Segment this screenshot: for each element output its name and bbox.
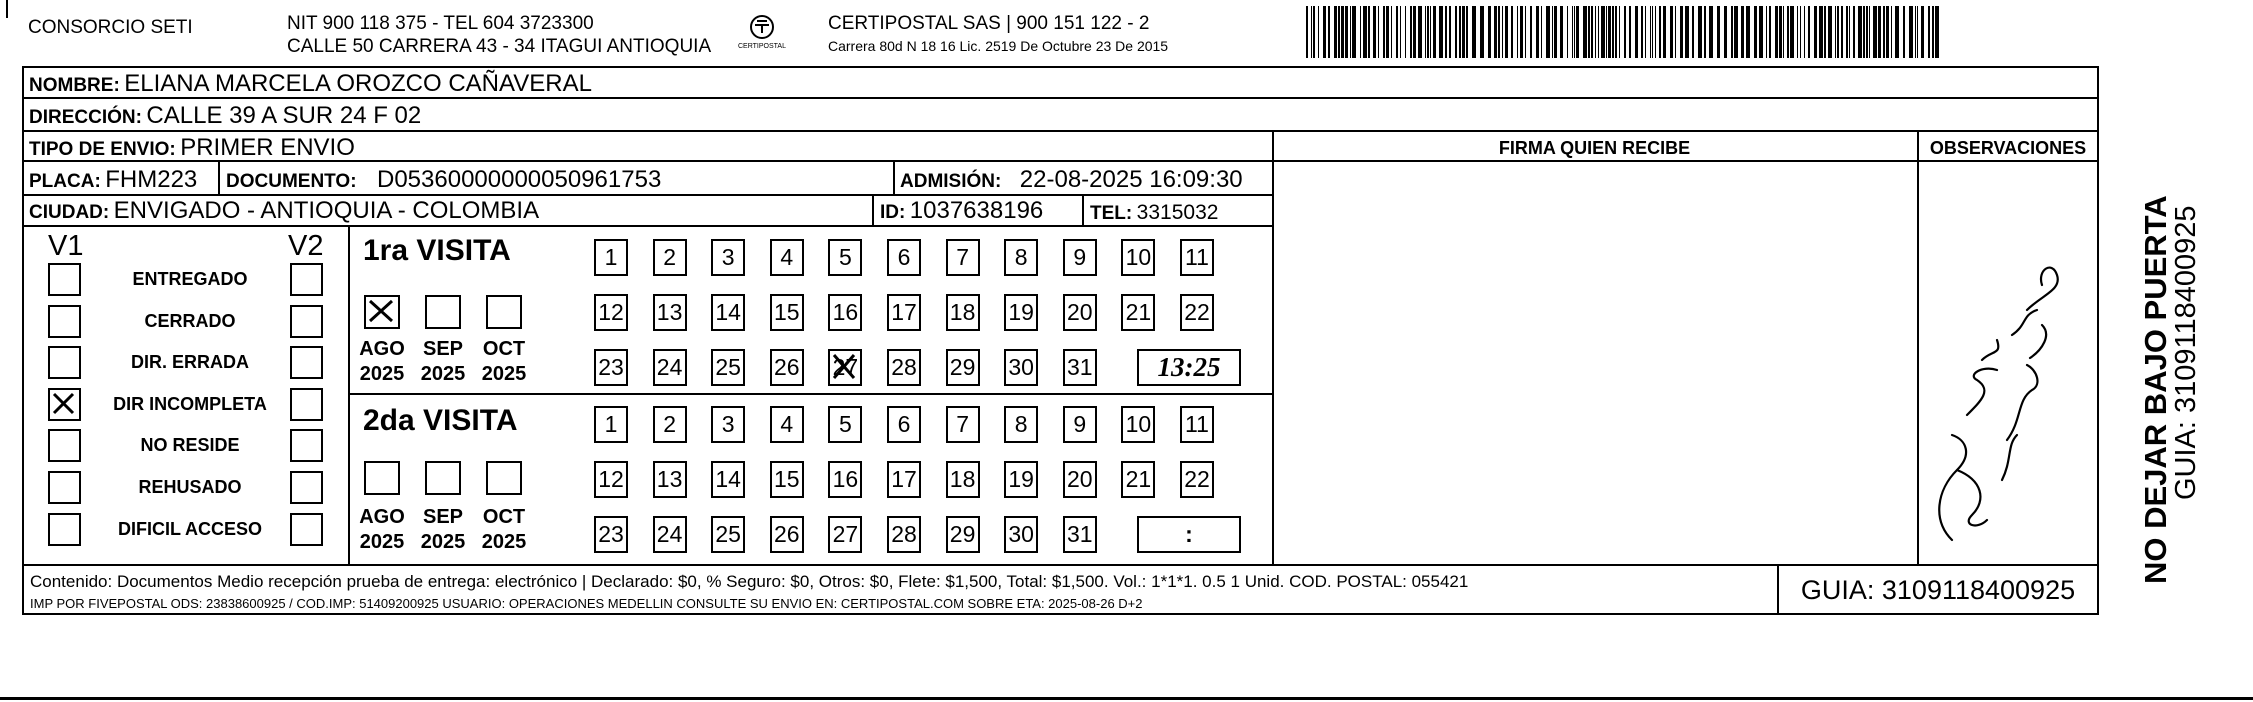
barcode-bar (1601, 6, 1605, 58)
barcode-bar (1858, 6, 1862, 58)
barcode-bar (1410, 6, 1412, 58)
day-box[interactable]: 31 (1063, 349, 1097, 386)
barcode-bar (1731, 6, 1733, 58)
v1-checkbox[interactable] (48, 346, 81, 379)
barcode-bar (1754, 6, 1757, 58)
day-box[interactable]: 18 (946, 461, 980, 498)
id-value: 1037638196 (909, 197, 1044, 224)
barcode-bar (1828, 6, 1832, 58)
day-box[interactable]: 15 (770, 461, 804, 498)
barcode-bar (1663, 6, 1666, 58)
visit1-time[interactable]: 13:25 (1137, 349, 1241, 386)
barcode-bar (1670, 6, 1673, 58)
v1-checkbox[interactable] (48, 429, 81, 462)
month-label (352, 337, 412, 387)
document-value: D05360000000050961753 (377, 166, 662, 193)
barcode-bar (1433, 6, 1436, 58)
barcode-bar (1405, 6, 1406, 58)
barcode-bar (1306, 6, 1308, 58)
day-box[interactable]: 30 (1004, 516, 1038, 553)
day-box[interactable]: 13 (653, 461, 687, 498)
day-box[interactable]: 26 (770, 349, 804, 386)
barcode-bar (1787, 6, 1789, 58)
barcode-bar (1619, 6, 1620, 58)
day-box[interactable]: 3 (711, 239, 745, 276)
day-box[interactable]: 14 (711, 461, 745, 498)
barcode-bar (1804, 6, 1805, 58)
barcode-bar (1466, 6, 1468, 58)
barcode-bar (1853, 6, 1855, 58)
month-name: SEP (422, 338, 464, 360)
barcode-bar (1917, 6, 1918, 58)
barcode-bar (1505, 6, 1508, 58)
barcode-bar (1841, 6, 1843, 58)
shipment-type: PRIMER ENVIO (180, 134, 355, 161)
v1-label: V1 (48, 230, 84, 262)
barcode-bar (1652, 6, 1653, 58)
day-box[interactable]: 20 (1063, 461, 1097, 498)
barcode-bar (1425, 6, 1426, 58)
barcode-bar (1641, 6, 1643, 58)
v1-checkbox[interactable] (48, 263, 81, 296)
day-box[interactable]: 8 (1004, 406, 1038, 443)
day-box[interactable]: 10 (1121, 406, 1155, 443)
day-box[interactable]: 29 (946, 349, 980, 386)
day-box[interactable]: 11 (1180, 239, 1214, 276)
barcode-bar (1734, 6, 1738, 58)
v2-checkbox[interactable] (290, 471, 323, 504)
nit-line: NIT 900 118 375 - TEL 604 3723300 (287, 13, 594, 34)
imp-line: IMP POR FIVEPOSTAL ODS: 23838600925 / COD.IMP: 51409200925 USUARIO: OPERACIONES MEDELLIN CONSULTE SU ENVIO EN: CERTIPOSTAL.COM SOBRE ETA: 2025-08-26 D+2 (30, 596, 1143, 611)
day-box[interactable]: 19 (1004, 294, 1038, 331)
month-name: OCT (482, 506, 526, 528)
barcode-bar (1624, 6, 1626, 58)
status-label: DIR. ERRADA (130, 352, 249, 373)
day-box[interactable]: 6 (887, 406, 921, 443)
barcode-bar (1615, 6, 1617, 58)
barcode-bar (1455, 6, 1457, 58)
month-label (352, 505, 412, 555)
day-box[interactable]: 24 (653, 349, 687, 386)
document-field: DOCUMENTO: D05360000000050961753 (226, 166, 662, 193)
city-value: ENVIGADO - ANTIOQUIA - COLOMBIA (113, 197, 540, 224)
day-box[interactable]: 16 (828, 294, 862, 331)
barcode-bar (1612, 6, 1614, 58)
day-box[interactable]: 3 (711, 406, 745, 443)
signature-header: FIRMA QUIEN RECIBE (1498, 138, 1691, 158)
barcode-bar (1790, 6, 1794, 58)
barcode-bar (1536, 6, 1539, 58)
day-box[interactable]: 25 (711, 516, 745, 553)
day-box[interactable]: 4 (770, 406, 804, 443)
barcode-bar (1396, 6, 1398, 58)
barcode-bar (1373, 6, 1376, 58)
barcode-bar (1472, 6, 1476, 58)
status-label: NO RESIDE (140, 435, 240, 456)
barcode-bar (1909, 6, 1913, 58)
day-box[interactable]: 20 (1063, 294, 1097, 331)
status-label: REHUSADO (138, 477, 242, 497)
barcode-bar (1595, 6, 1596, 58)
barcode-bar (1530, 6, 1532, 58)
day-box[interactable]: 31 (1063, 516, 1097, 553)
day-box[interactable]: 12 (594, 294, 628, 331)
barcode-bar (1717, 6, 1720, 58)
status-label: CERRADO (144, 310, 236, 331)
month-year: 2025 (481, 531, 527, 553)
barcode-bar (1576, 6, 1579, 58)
month-year: 2025 (359, 531, 405, 553)
barcode-bar (1741, 6, 1744, 58)
barcode-bar (1935, 6, 1939, 58)
barcode-bar (1588, 6, 1590, 58)
barcode-bar (1849, 6, 1850, 58)
month-checkbox[interactable] (364, 295, 400, 329)
day-box[interactable]: 21 (1121, 461, 1155, 498)
day-box[interactable]: 13 (653, 294, 687, 331)
barcode-bar (1779, 6, 1782, 58)
barcode-bar (1814, 6, 1817, 58)
barcode-bar (1318, 6, 1319, 58)
recipient-address: CALLE 39 A SUR 24 F 02 (146, 102, 422, 129)
barcode-bar (1766, 6, 1767, 58)
status-label: DIR INCOMPLETA (113, 393, 267, 414)
month-checkbox[interactable] (486, 295, 522, 329)
v2-label: V2 (288, 230, 324, 262)
barcode-bar (1511, 6, 1513, 58)
barcode-bar (1866, 6, 1868, 58)
month-name: SEP (422, 506, 464, 528)
barcode-bar (1541, 6, 1542, 58)
barcode-bar (1903, 6, 1905, 58)
day-box[interactable]: 28 (887, 349, 921, 386)
day-box[interactable]: 11 (1180, 406, 1214, 443)
day-box[interactable]: 16 (828, 461, 862, 498)
barcode-bar (1400, 6, 1401, 58)
day-box[interactable]: 10 (1121, 239, 1155, 276)
barcode-bar (1494, 6, 1497, 58)
company-address: CALLE 50 CARRERA 43 - 34 ITAGUI ANTIOQUIA (287, 36, 712, 57)
barcode-bar (1427, 6, 1429, 58)
barcode (1306, 6, 1946, 58)
barcode-bar (1352, 6, 1356, 58)
day-box[interactable]: 7 (946, 406, 980, 443)
barcode-bar (1413, 6, 1416, 58)
day-box[interactable]: 27 (828, 516, 862, 553)
barcode-bar (1635, 6, 1638, 58)
barcode-bar (1574, 6, 1575, 58)
v1-checkbox[interactable] (48, 471, 81, 504)
barcode-bar (1383, 6, 1385, 58)
barcode-bar (1675, 6, 1676, 58)
barcode-bar (1645, 6, 1646, 58)
day-box[interactable]: 21 (1121, 294, 1155, 331)
admission-field: ADMISIÓN: 22-08-2025 16:09:30 (900, 166, 1243, 193)
day-box[interactable]: 22 (1180, 461, 1214, 498)
barcode-bar (1341, 6, 1344, 58)
barcode-bar (1895, 6, 1899, 58)
barcode-bar (1323, 6, 1326, 58)
visit2-title: 2da VISITA (363, 404, 518, 437)
day-box[interactable]: 5 (828, 406, 862, 443)
day-box[interactable]: 23 (594, 349, 628, 386)
barcode-bar (1692, 6, 1694, 58)
v1-checkbox[interactable] (48, 513, 81, 546)
barcode-bar (1572, 6, 1573, 58)
barcode-bar (1363, 6, 1367, 58)
day-box[interactable]: 7 (946, 239, 980, 276)
checked-day-label: 27 (832, 354, 859, 380)
barcode-bar (1338, 6, 1340, 58)
barcode-bar (1921, 6, 1924, 58)
barcode-bar (1498, 6, 1500, 58)
barcode-bar (1328, 6, 1330, 58)
barcode-bar (1819, 6, 1823, 58)
barcode-bar (1350, 6, 1351, 58)
check-mark-icon (830, 351, 860, 384)
visit1-title: 1ra VISITA (363, 234, 511, 267)
month-year: 2025 (359, 363, 405, 385)
day-box[interactable]: 9 (1063, 406, 1097, 443)
barcode-bar (1835, 6, 1836, 58)
barcode-bar (1525, 6, 1526, 58)
observations-header: OBSERVACIONES (1929, 138, 2087, 158)
barcode-bar (1606, 6, 1607, 58)
barcode-bar (1345, 6, 1348, 58)
city-field: CIUDAD: ENVIGADO - ANTIOQUIA - COLOMBIA (29, 197, 540, 224)
day-box[interactable]: 1 (594, 406, 628, 443)
month-label (413, 337, 473, 387)
barcode-bar (1680, 6, 1683, 58)
barcode-bar (1873, 6, 1877, 58)
day-box[interactable]: 12 (594, 461, 628, 498)
barcode-bar (1488, 6, 1491, 58)
month-checkbox[interactable] (364, 461, 400, 495)
barcode-bar (1932, 6, 1934, 58)
barcode-bar (1546, 6, 1550, 58)
barcode-bar (1552, 6, 1553, 58)
day-box[interactable]: 14 (711, 294, 745, 331)
barcode-bar (1746, 6, 1750, 58)
side-warning: NO DEJAR BAJO PUERTA (2138, 195, 2173, 584)
barcode-bar (1430, 6, 1431, 58)
barcode-bar (1445, 6, 1447, 58)
day-box[interactable]: 2 (653, 239, 687, 276)
month-label (474, 505, 534, 555)
day-box[interactable]: 18 (946, 294, 980, 331)
day-box[interactable]: 17 (887, 294, 921, 331)
barcode-bar (1418, 6, 1422, 58)
barcode-bar (1567, 6, 1568, 58)
v2-checkbox[interactable] (290, 388, 323, 421)
barcode-bar (1391, 6, 1392, 58)
content-line: Contenido: Documentos Medio recepción prueba de entrega: electrónico | Declarado: $0, % Seguro: $0, Otros: $0, Flete: $1,500, Total: $1,500. Vol.: 1*1*1. 0.5 1 Unid. COD. POSTAL: 055421 (30, 572, 1469, 591)
check-mark-icon (50, 390, 79, 419)
status-label: ENTREGADO (132, 269, 248, 289)
month-checkbox[interactable] (425, 295, 461, 329)
v2-checkbox[interactable] (290, 346, 323, 379)
admission-value: 22-08-2025 16:09:30 (1019, 166, 1243, 193)
barcode-bar (1449, 6, 1451, 58)
day-box[interactable]: 22 (1180, 294, 1214, 331)
barcode-bar (1659, 6, 1661, 58)
barcode-bar (1704, 6, 1706, 58)
barcode-bar (1583, 6, 1587, 58)
month-label (413, 505, 473, 555)
day-box[interactable]: 8 (1004, 239, 1038, 276)
name-field: NOMBRE: ELIANA MARCELA OROZCO CAÑAVERAL (29, 70, 592, 97)
barcode-bar (1800, 6, 1801, 58)
day-box[interactable]: 30 (1004, 349, 1038, 386)
month-checkbox[interactable] (425, 461, 461, 495)
day-box[interactable]: 6 (887, 239, 921, 276)
barcode-bar (1891, 6, 1892, 58)
plate-value: FHM223 (105, 166, 198, 193)
barcode-bar (1759, 6, 1763, 58)
barcode-bar (1775, 6, 1778, 58)
barcode-bar (1915, 6, 1916, 58)
tel-field: TEL: 3315032 (1090, 201, 1219, 224)
barcode-bar (1724, 6, 1727, 58)
month-name: AGO (359, 338, 405, 360)
barcode-bar (1608, 6, 1611, 58)
plate-field: PLACA: FHM223 (29, 166, 198, 193)
day-box[interactable]: 25 (711, 349, 745, 386)
month-name: OCT (482, 338, 526, 360)
barcode-bar (1459, 6, 1461, 58)
recipient-name: ELIANA MARCELA OROZCO CAÑAVERAL (124, 70, 592, 97)
barcode-bar (1824, 6, 1826, 58)
barcode-bar (1869, 6, 1870, 58)
check-mark-icon (366, 297, 398, 327)
day-box[interactable]: 19 (1004, 461, 1038, 498)
barcode-bar (1797, 6, 1798, 58)
license-line: Carrera 80d N 18 16 Lic. 2519 De Octubre 23 De 2015 (828, 38, 1169, 54)
day-box[interactable]: 1 (594, 239, 628, 276)
day-box[interactable]: 5 (828, 239, 862, 276)
barcode-bar (1783, 6, 1784, 58)
day-box[interactable]: 4 (770, 239, 804, 276)
barcode-bar (1878, 6, 1881, 58)
barcode-bar (1883, 6, 1885, 58)
month-label (474, 337, 534, 387)
month-year: 2025 (481, 363, 527, 385)
barcode-bar (1886, 6, 1889, 58)
barcode-bar (1808, 6, 1810, 58)
carrier-line: CERTIPOSTAL SAS | 900 151 122 - 2 (828, 13, 1150, 34)
day-box[interactable]: 26 (770, 516, 804, 553)
barcode-bar (1520, 6, 1523, 58)
barcode-bar (1846, 6, 1848, 58)
handwritten-signature (1912, 240, 2092, 560)
id-field: ID: 1037638196 (880, 197, 1044, 224)
day-box[interactable]: 28 (887, 516, 921, 553)
barcode-bar (1360, 6, 1361, 58)
month-year: 2025 (420, 363, 466, 385)
visit2-time[interactable]: : (1137, 516, 1241, 553)
barcode-bar (1863, 6, 1865, 58)
barcode-bar (1378, 6, 1379, 58)
v2-checkbox[interactable] (290, 305, 323, 338)
barcode-bar (1685, 6, 1689, 58)
day-box[interactable]: 9 (1063, 239, 1097, 276)
barcode-bar (1629, 6, 1631, 58)
month-year: 2025 (420, 531, 466, 553)
day-box[interactable]: 23 (594, 516, 628, 553)
barcode-bar (1462, 6, 1465, 58)
barcode-bar (1709, 6, 1713, 58)
barcode-bar (1313, 6, 1315, 58)
status-label: DIFICIL ACCESO (117, 518, 262, 539)
barcode-bar (1560, 6, 1563, 58)
v2-checkbox[interactable] (290, 263, 323, 296)
barcode-bar (1698, 6, 1702, 58)
v1-checkbox[interactable] (48, 305, 81, 338)
tel-value: 3315032 (1136, 201, 1219, 224)
barcode-bar (1598, 6, 1599, 58)
guia-box: GUIA: 3109118400925 (1800, 575, 2076, 605)
barcode-bar (1311, 6, 1312, 58)
day-box[interactable] (828, 349, 862, 386)
side-guia: GUIA: 3109118400925 (2170, 205, 2202, 500)
day-box[interactable]: 15 (770, 294, 804, 331)
v2-checkbox[interactable] (290, 429, 323, 462)
barcode-bar (1517, 6, 1518, 58)
barcode-bar (1502, 6, 1503, 58)
barcode-bar (1386, 6, 1389, 58)
month-name: AGO (359, 506, 405, 528)
company-name: CONSORCIO SETI (28, 17, 193, 38)
barcode-bar (1368, 6, 1370, 58)
shipment-type-field: TIPO DE ENVIO: PRIMER ENVIO (29, 134, 355, 161)
barcode-bar (1439, 6, 1443, 58)
certipostal-logo (733, 14, 791, 56)
barcode-bar (1655, 6, 1656, 58)
barcode-bar (1928, 6, 1930, 58)
barcode-bar (1769, 6, 1771, 58)
address-field: DIRECCIÓN: CALLE 39 A SUR 24 F 02 (29, 102, 422, 129)
day-box[interactable]: 2 (653, 406, 687, 443)
v1-checkbox[interactable] (48, 388, 81, 421)
barcode-bar (1591, 6, 1593, 58)
month-checkbox[interactable] (486, 461, 522, 495)
logo-caption: CERTIPOSTAL (738, 43, 786, 50)
day-box[interactable]: 24 (653, 516, 687, 553)
day-box[interactable]: 17 (887, 461, 921, 498)
v2-checkbox[interactable] (290, 513, 323, 546)
barcode-bar (1554, 6, 1557, 58)
barcode-bar (1650, 6, 1651, 58)
barcode-bar (1837, 6, 1839, 58)
barcode-bar (1334, 6, 1337, 58)
barcode-bar (1480, 6, 1484, 58)
day-box[interactable]: 29 (946, 516, 980, 553)
